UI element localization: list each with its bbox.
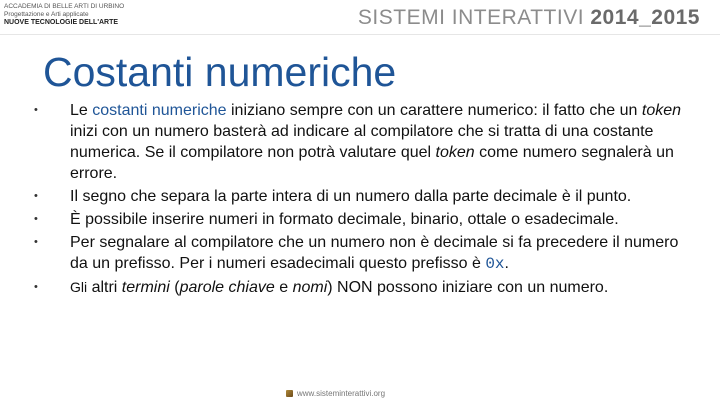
highlight-term: costanti numeriche [92,102,227,119]
italic-term: token [641,102,682,119]
site-logo-icon [286,390,293,397]
italic-term: token [435,144,475,161]
bullet-text: È possibile inserire numeri in formato decimale, binario, ottale o esadecimale. [70,211,619,228]
bullet-marker: • [34,281,38,293]
bullet-item [34,232,694,275]
code-prefix: 0x [485,255,505,273]
bullet-marker: • [34,213,38,225]
course-header [358,6,700,30]
header-divider [0,34,720,35]
bullet-text: come numero segnalerà un errore. [70,144,674,182]
bullet-text: ) NON possono iniziare con un numero. [327,279,609,296]
bullet-marker: • [34,104,38,116]
bullet-text: iniziano sempre con un carattere numerico: il fatto che un [226,102,642,119]
bullet-marker: • [34,236,38,248]
slide-title: Costanti numeriche [43,49,397,95]
bullet-text: ( [169,279,180,296]
bullet-text: e [274,279,293,296]
italic-term: nomi [292,279,328,296]
footer-url: www.sisteminterattivi.org [297,389,386,398]
academy-course-area: NUOVE TECNOLOGIE DELL'ARTE [4,19,119,26]
academy-name: ACCADEMIA DI BELLE ARTI DI URBINO [4,3,125,10]
bullet-item [34,277,694,298]
bullet-item [34,100,694,184]
bullet-item [34,186,694,207]
bullet-item [34,209,694,230]
bullet-text: Le [70,102,93,119]
italic-term: termini [121,279,170,296]
bullet-text: Per segnalare al compilatore che un numero non è decimale si fa precedere il numero da un prefisso. Per i numeri esadecimali questo prefisso è [70,234,679,272]
bullet-text: . [504,255,509,272]
course-name: SISTEMI INTERATTIVI [357,6,585,29]
italic-term: parole chiave [179,279,275,296]
academy-department: Progettazione e Arti applicate [4,11,89,18]
footer [286,389,385,398]
bullet-marker: • [34,190,38,202]
course-year: 2014_2015 [590,6,700,29]
bullet-text: inizi con un numero basterà ad indicare al compilatore che si tratta di una costante numerica. Se il compilatore non potrà valutare quel [70,123,654,161]
bullet-list [34,100,694,300]
bullet-text: Il segno che separa la parte intera di un numero dalla parte decimale è il punto. [70,188,632,205]
academy-header [4,3,124,27]
bullet-text: Gli [70,279,88,295]
bullet-text: altri [87,279,122,296]
